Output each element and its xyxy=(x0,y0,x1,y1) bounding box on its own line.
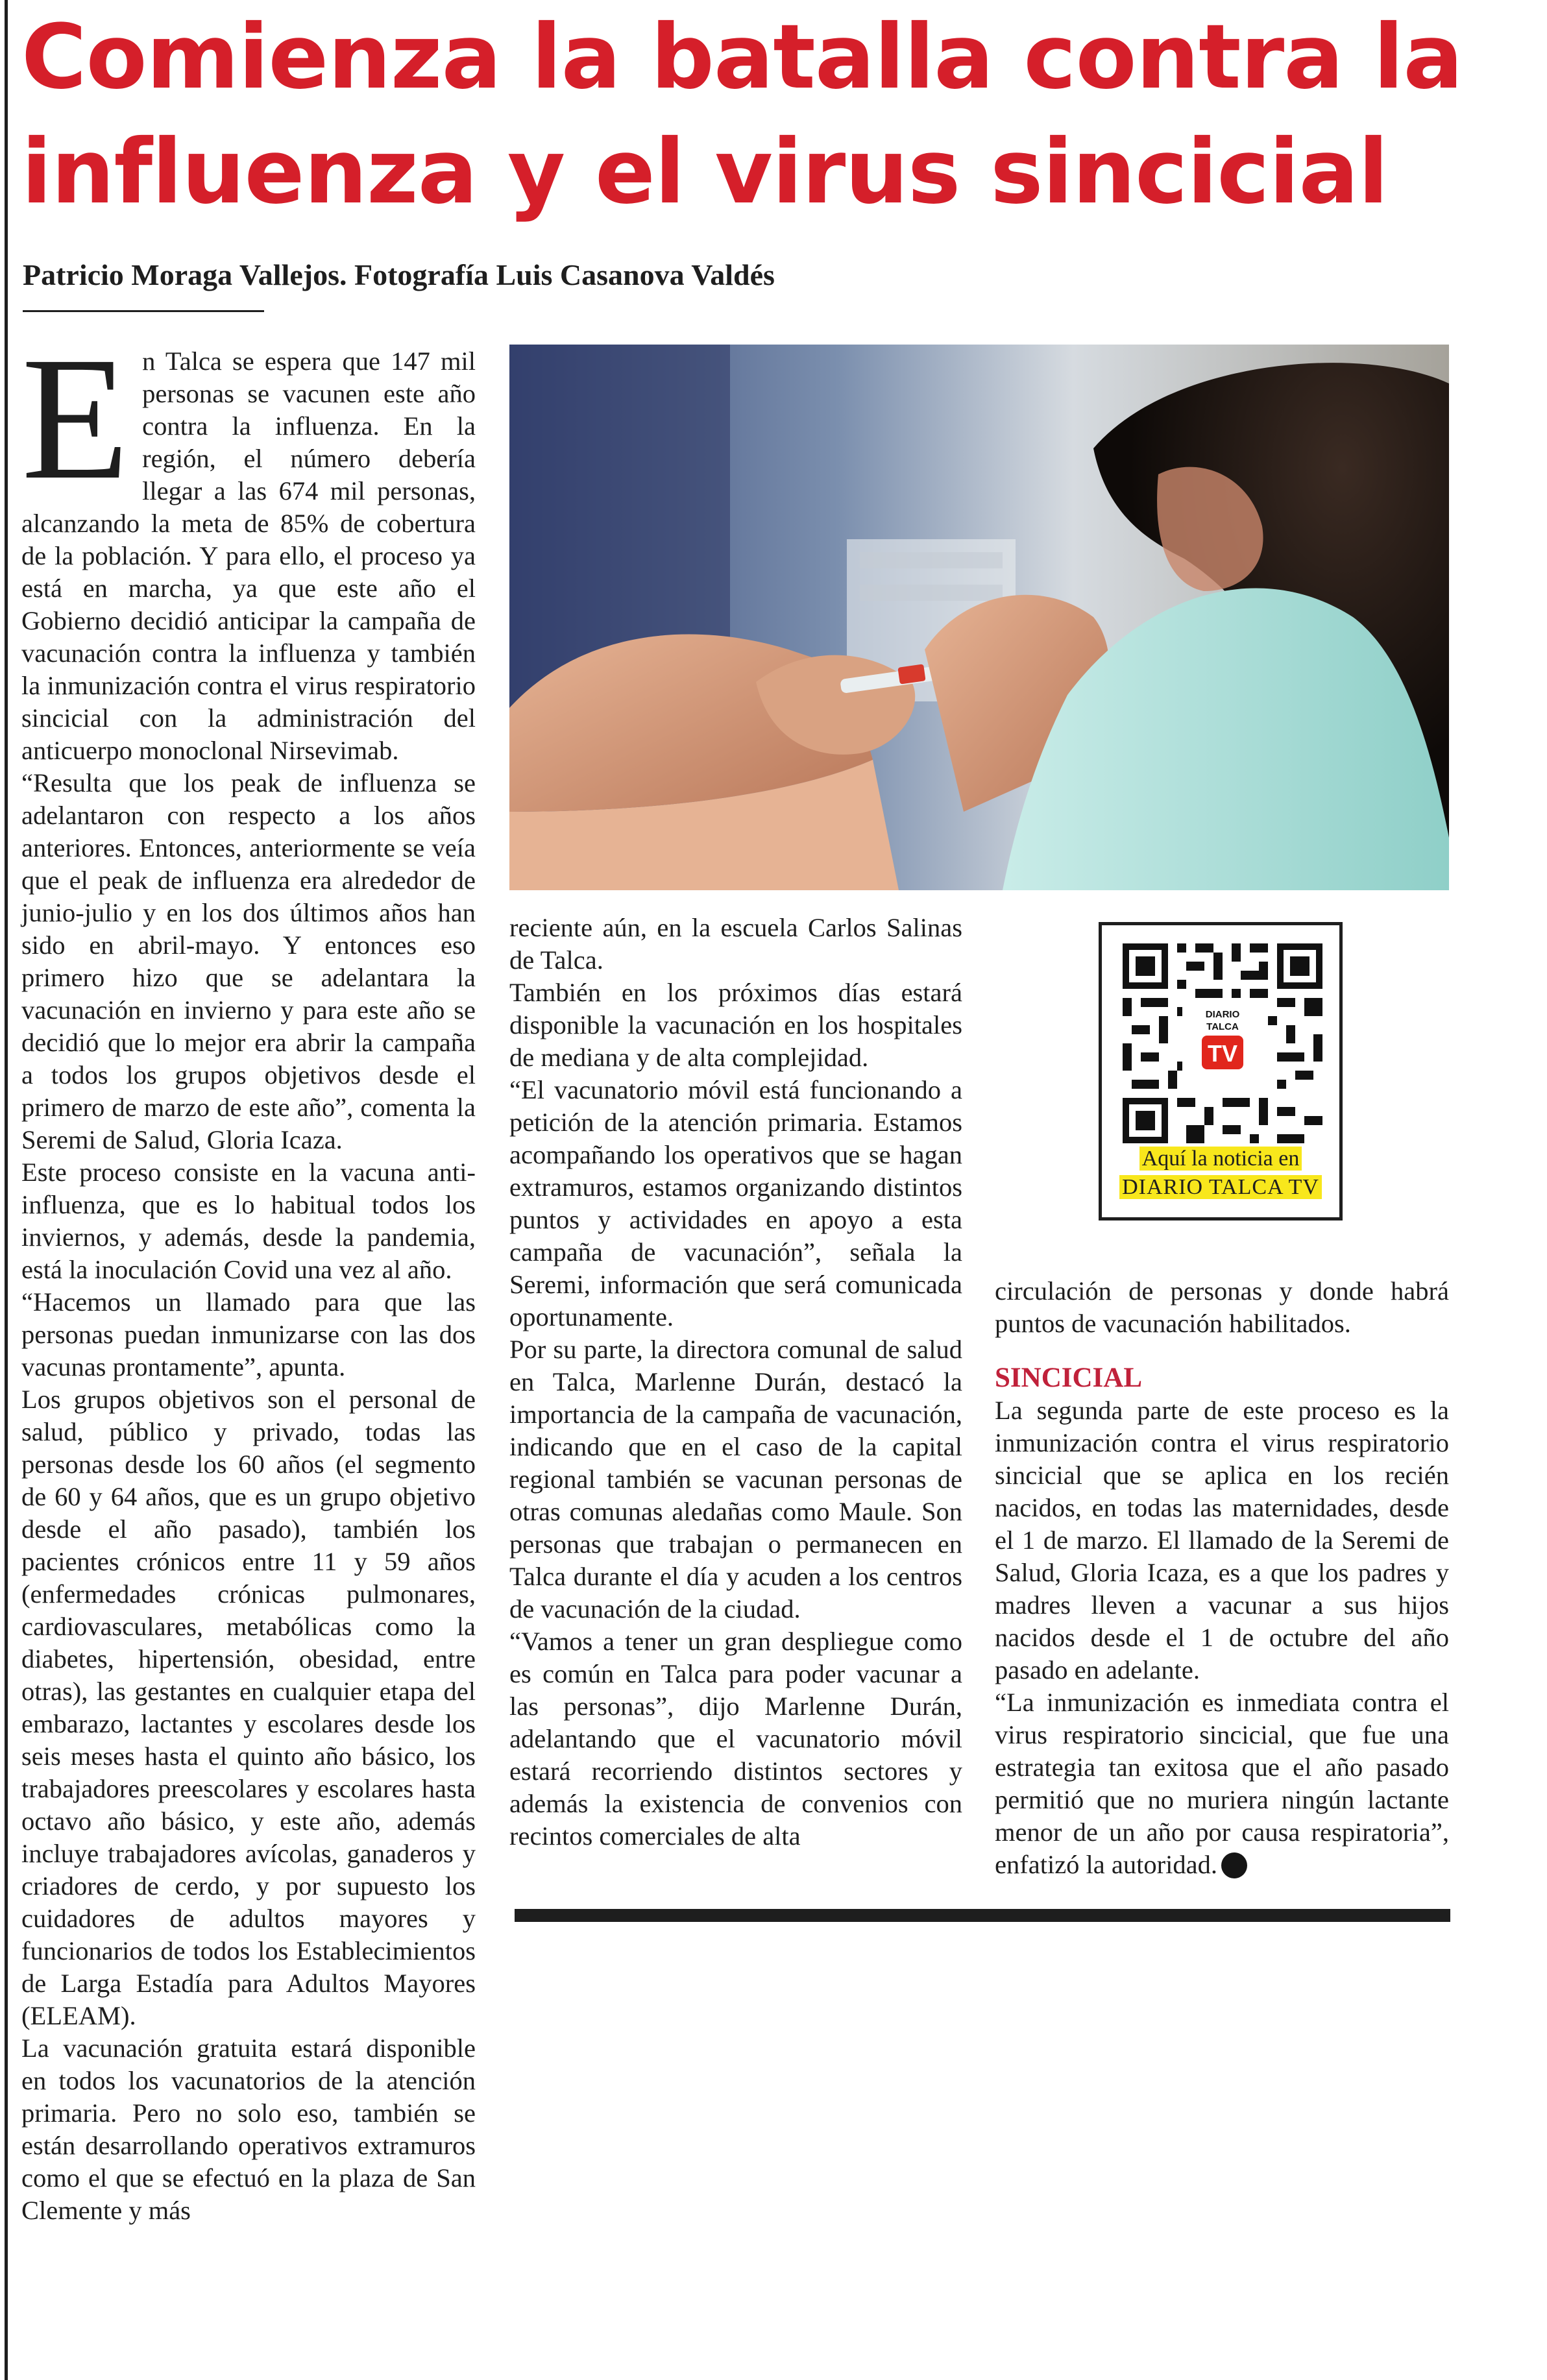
headline-line-2: influenza y el virus sincicial xyxy=(21,121,1388,224)
qr-logo-top: DIARIO xyxy=(1205,1009,1240,1020)
end-of-article-icon xyxy=(1221,1852,1247,1878)
article-paragraph xyxy=(21,321,476,767)
qr-code-icon[interactable] xyxy=(1123,943,1322,1143)
section-subhead: SINCICIAL xyxy=(995,1363,1143,1393)
article-paragraph: “Resulta que los peak de influenza se adelantaron con respecto a los años anteriores. Entonces, anteriormente se veía que el peak de influenza era alrededor de junio-julio y en los dos últimos años han sido en abril-mayo. Y entonces eso primero hizo que se adelantara la vacunación en invierno y para este año se decidió que lo mejor era abrir la campaña a todos los grupos objetivos desde el primero de marzo de este año”, comenta la Seremi de Salud, Gloria Icaza. xyxy=(21,768,476,1154)
paragraph-text: n Talca se espera que 147 mil personas se vacunen este año contra la influenza. En la región, el número debería llegar a las 674 mil personas, alcanzando la meta de 85% de cobertura de la población. Y para ello, el proceso ya está en marcha, ya que este año el Gobierno decidió anticipar la campaña de vacunación contra la influenza y también la inmunización contra el virus respiratorio sincicial con la administración del anticuerpo monoclonal Nirsevimab. xyxy=(21,346,476,765)
article-paragraph: También en los próximos días estará disponible la vacunación en los hospitales de mediana y de alta complejidad. xyxy=(509,978,962,1072)
qr-logo-mid: TALCA xyxy=(1206,1021,1239,1032)
article-column-3 xyxy=(995,1275,1449,1881)
bottom-rule xyxy=(515,1909,1450,1922)
article-column-2 xyxy=(509,912,962,1852)
byline: Patricio Moraga Vallejos. Fotografía Luis Casanova Valdés xyxy=(23,258,775,291)
article-paragraph: La vacunación gratuita estará disponible en todos los vacunatorios de la atención primaria. Pero no solo eso, también se están desarrollando operativos extramuros como el que se efectuó en la plaza de San Clemente y más xyxy=(21,2034,476,2225)
article-paragraph: La segunda parte de este proceso es la inmunización contra el virus respiratorio sincicial que se aplica en los recién nacidos, en todas las maternidades, desde el 1 de marzo. El llamado de la Seremi de Salud, Gloria Icaza, es a que los padres y madres lleven a vacunar a sus hijos nacidos desde el 1 de octubre del año pasado en adelante. xyxy=(995,1396,1449,1684)
article-paragraph: Los grupos objetivos son el personal de salud, público y privado, todas las personas desde los 60 años (el segmento de 60 y 64 años, que es un grupo objetivo desde el año pasado), también los pacientes crónicos entre 11 y 59 años (enfermedades crónicas pulmonares, cardiovasculares, metabólicas como la diabetes, hipertensión, obesidad, entre otras), las gestantes en cualquier etapa del embarazo, lactantes y escolares desde los seis meses hasta el quinto año básico, los trabajadores preescolares y escolares hasta octavo año básico, y este año, además incluye trabajadores avícolas, ganaderos y criadores de cerdo, y por supuesto los cuidadores de adultos mayores y funcionarios de todos los Establecimientos de Larga Estadía para Adultos Mayores (ELEAM). xyxy=(21,1385,476,2030)
byline-rule xyxy=(23,310,264,312)
paragraph-text: “La inmunización es inmediata contra el virus respiratorio sincicial, que fue una estrategia tan exitosa que el año pasado permitió que no muriera ningún lactante menor de un año por causa respiratoria”, enfatizó la autoridad. xyxy=(995,1688,1449,1879)
headline xyxy=(21,0,1527,230)
qr-code-box[interactable] xyxy=(1099,922,1343,1220)
article-paragraph: Este proceso consiste en la vacuna anti-influenza, que es lo habitual todos los inviernos, y además, desde la pandemia, está la inoculación Covid una vez al año. xyxy=(21,1158,476,1284)
vaccination-photo xyxy=(509,345,1449,890)
article-paragraph: Por su parte, la directora comunal de salud en Talca, Marlenne Durán, destacó la importancia de la campaña de vacunación, indicando que en el caso de la capital regional también se vacunan personas de otras comunas aledañas como Maule. Son personas que trabajan o permanecen en Talca durante el día y acuden a los centros de vacunación de la ciudad. xyxy=(509,1335,962,1623)
article-paragraph: reciente aún, en la escuela Carlos Salinas de Talca. xyxy=(509,913,962,975)
article-column-1 xyxy=(21,321,476,2227)
article-paragraph: circulación de personas y donde habrá puntos de vacunación habilitados. xyxy=(995,1276,1449,1338)
qr-caption xyxy=(1102,1145,1339,1202)
drop-cap: E xyxy=(21,321,130,516)
article-paragraph: “Hacemos un llamado para que las personas puedan inmunizarse con las dos vacunas prontamente”, apunta. xyxy=(21,1287,476,1381)
headline-line-1: Comienza la batalla contra la xyxy=(21,6,1463,109)
article-paragraph xyxy=(995,1686,1449,1881)
left-border-rule xyxy=(5,0,8,2380)
article-paragraph: “Vamos a tener un gran despliegue como es común en Talca para poder vacunar a las personas”, dijo Marlenne Durán, adelantando que el vacunatorio móvil estará recorriendo distintos sectores y además la existencia de convenios con recintos comerciales de alta xyxy=(509,1627,962,1851)
article-paragraph: “El vacunatorio móvil está funcionando a petición de la atención primaria. Estamos acompañando los operativos que se hagan extramuros, estamos organizando distintos puntos y actividades en apoyo a esta campaña de vacunación”, señala la Seremi, información que será comunicada oportunamente. xyxy=(509,1075,962,1331)
qr-caption-line-1: Aquí la noticia en xyxy=(1139,1147,1302,1171)
qr-caption-line-2: DIARIO TALCA TV xyxy=(1119,1175,1322,1199)
qr-logo-badge: TV xyxy=(1207,1040,1238,1067)
